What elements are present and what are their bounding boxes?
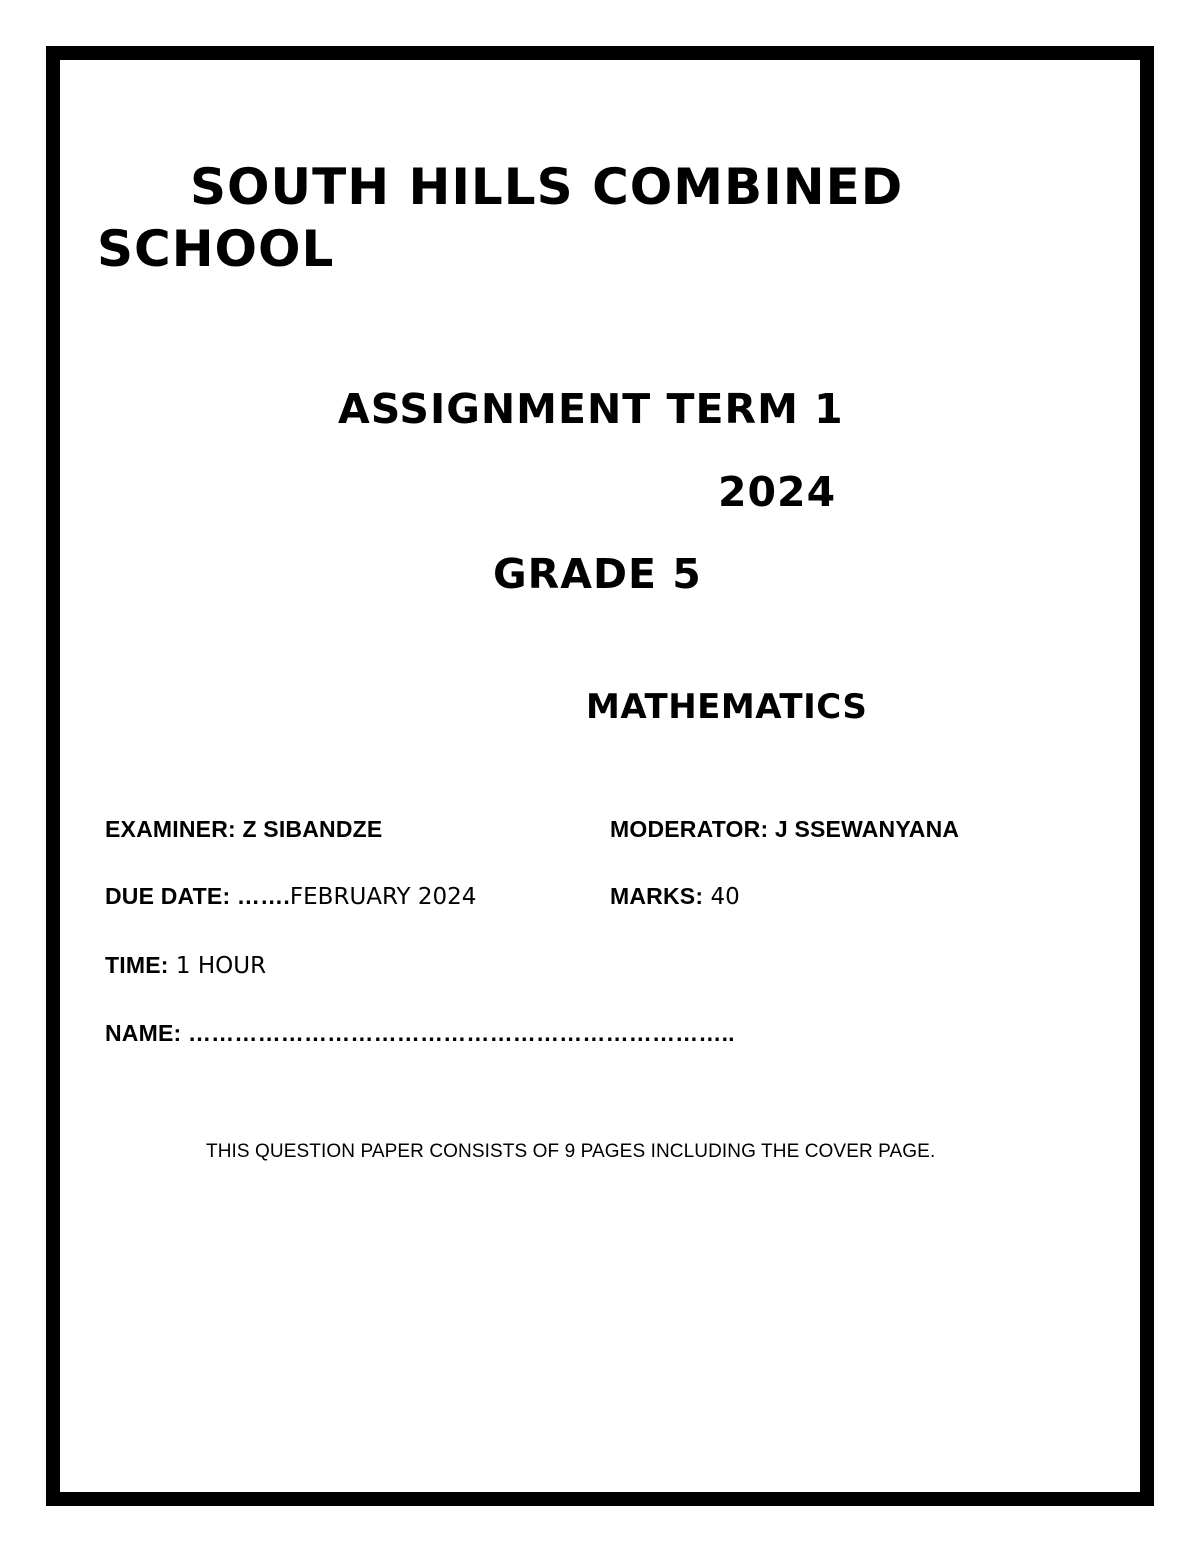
time-label: TIME: bbox=[105, 952, 169, 978]
assignment-year: 2024 bbox=[718, 468, 837, 516]
time-line bbox=[105, 950, 266, 981]
moderator-line bbox=[610, 814, 959, 845]
due-date-line bbox=[105, 881, 476, 912]
school-name-line-2: SCHOOL bbox=[97, 220, 335, 278]
examiner-label: EXAMINER: Z SIBANDZE bbox=[105, 816, 383, 842]
name-line bbox=[105, 1018, 735, 1049]
moderator-label: MODERATOR: J SSEWANYANA bbox=[610, 816, 960, 842]
due-date-value: FEBRUARY 2024 bbox=[289, 884, 477, 910]
due-date-dots: ……. bbox=[230, 883, 290, 909]
time-value: 1 HOUR bbox=[168, 953, 267, 979]
marks-value: 40 bbox=[703, 884, 740, 910]
marks-label: MARKS: bbox=[610, 883, 704, 909]
school-name-line-1: SOUTH HILLS COMBINED bbox=[190, 158, 904, 216]
assignment-title: ASSIGNMENT TERM 1 bbox=[338, 385, 844, 433]
page-count-note: THIS QUESTION PAPER CONSISTS OF 9 PAGES INCLUDING THE COVER PAGE. bbox=[206, 1141, 936, 1162]
grade-title: GRADE 5 bbox=[493, 550, 702, 598]
name-label: NAME: bbox=[105, 1020, 182, 1046]
due-date-label: DUE DATE: bbox=[105, 883, 231, 909]
marks-line bbox=[610, 881, 740, 912]
subject-title: MATHEMATICS bbox=[586, 687, 868, 727]
examiner-line bbox=[105, 814, 382, 845]
name-dots: …………………………………………………………….. bbox=[181, 1020, 735, 1046]
